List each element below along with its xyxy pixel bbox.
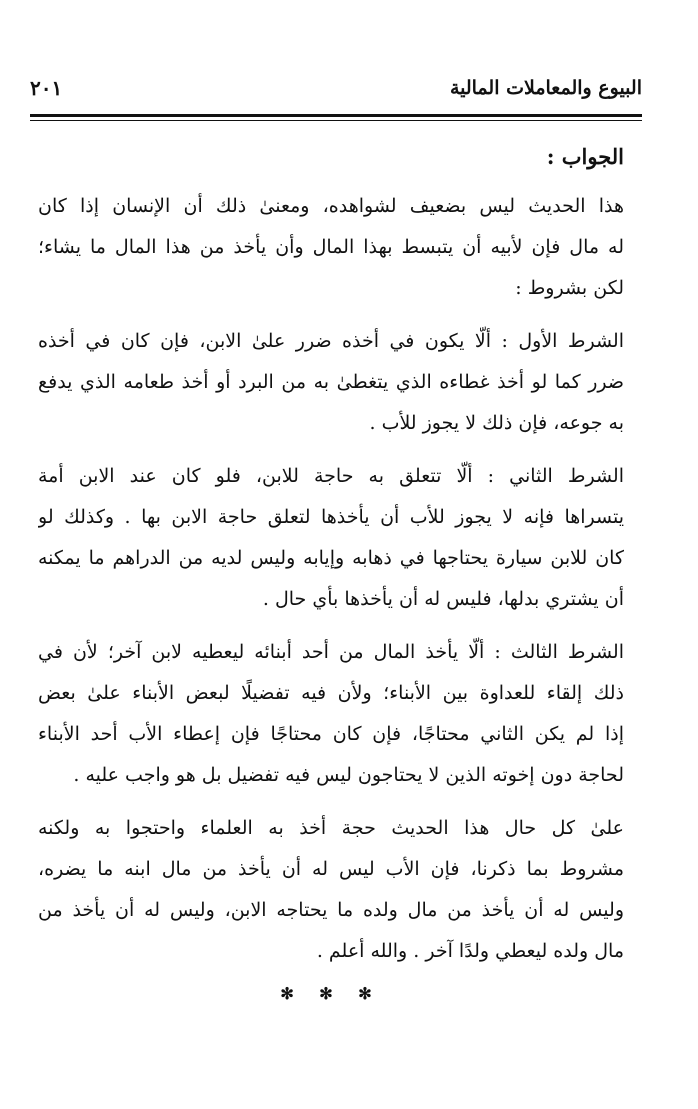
- text-line: إذا لم يكن الثاني محتاجًا، فإن كان محتاجًا فإن إعطاء الأب أحد الأبناء: [38, 723, 624, 745]
- text-line: مشروط بما ذكرنا، فإن الأب ليس له أن يأخذ من مال ابنه ما يضره،: [38, 858, 624, 880]
- answer-heading: الجواب :: [546, 144, 624, 169]
- text-line: له مال فإن لأبيه أن يتبسط بهذا المال وأن يأخذ من هذا المال ما يشاء؛: [38, 236, 624, 258]
- text-line: كان للابن سيارة يحتاجها في ذهابه وإيابه وليس لديه من الدراهم ما يمكنه: [38, 547, 624, 569]
- section-separator: ✻ ✻ ✻: [280, 984, 382, 1003]
- text-line: الشرط الأول : ألّا يكون في أخذه ضرر علىٰ الابن، فإن كان في أخذه: [38, 330, 624, 352]
- paragraph: [38, 632, 624, 796]
- header-rule-thick: [30, 114, 642, 117]
- page-body: [38, 138, 624, 1003]
- text-line: هذا الحديث ليس بضعيف لشواهده، ومعنىٰ ذلك أن الإنسان إذا كان: [38, 195, 624, 217]
- text-line: مال ولده ليعطي ولدًا آخر . والله أعلم .: [316, 940, 624, 962]
- paragraphs: [38, 186, 624, 972]
- paragraph: [38, 456, 624, 620]
- text-line: ذلك إلقاء للعداوة بين الأبناء؛ ولأن فيه تفضيلًا لبعض الأبناء علىٰ بعض: [38, 682, 624, 704]
- text-line: الشرط الثاني : ألّا تتعلق به حاجة للابن، فلو كان عند الابن أمة: [38, 465, 624, 487]
- running-title: البيوع والمعاملات المالية: [449, 77, 642, 99]
- text-line: لكن بشروط :: [515, 277, 624, 299]
- text-line: أن يشتري بدلها، فليس له أن يأخذها بأي حال .: [262, 588, 624, 610]
- text-line: به جوعه، فإن ذلك لا يجوز للأب .: [369, 412, 624, 434]
- page-header: [30, 70, 642, 106]
- text-line: علىٰ كل حال هذا الحديث حجة أخذ به العلماء واحتجوا به ولكنه: [38, 817, 624, 839]
- paragraph: [38, 808, 624, 972]
- text-line: يتسراها فإنه لا يجوز للأب أن يأخذها لتعلق حاجة الابن بها . وكذلك لو: [38, 506, 624, 528]
- page-number: ٢٠١: [30, 76, 63, 100]
- text-line: الشرط الثالث : ألّا يأخذ المال من أحد أبنائه ليعطيه لابن آخر؛ لأن في: [38, 641, 624, 663]
- text-line: وليس له أن يأخذ من مال ولده ما يحتاجه الابن، وليس له أن يأخذ من: [38, 899, 624, 921]
- paragraph: [38, 186, 624, 309]
- text-line: ضرر كما لو أخذ غطاءه الذي يتغطىٰ به من البرد أو أخذ طعامه الذي يدفع: [38, 371, 624, 393]
- text-line: لحاجة دون إخوته الذين لا يحتاجون ليس فيه تفضيل بل هو واجب عليه .: [73, 764, 624, 786]
- header-rule-thin: [30, 120, 642, 121]
- paragraph: [38, 321, 624, 444]
